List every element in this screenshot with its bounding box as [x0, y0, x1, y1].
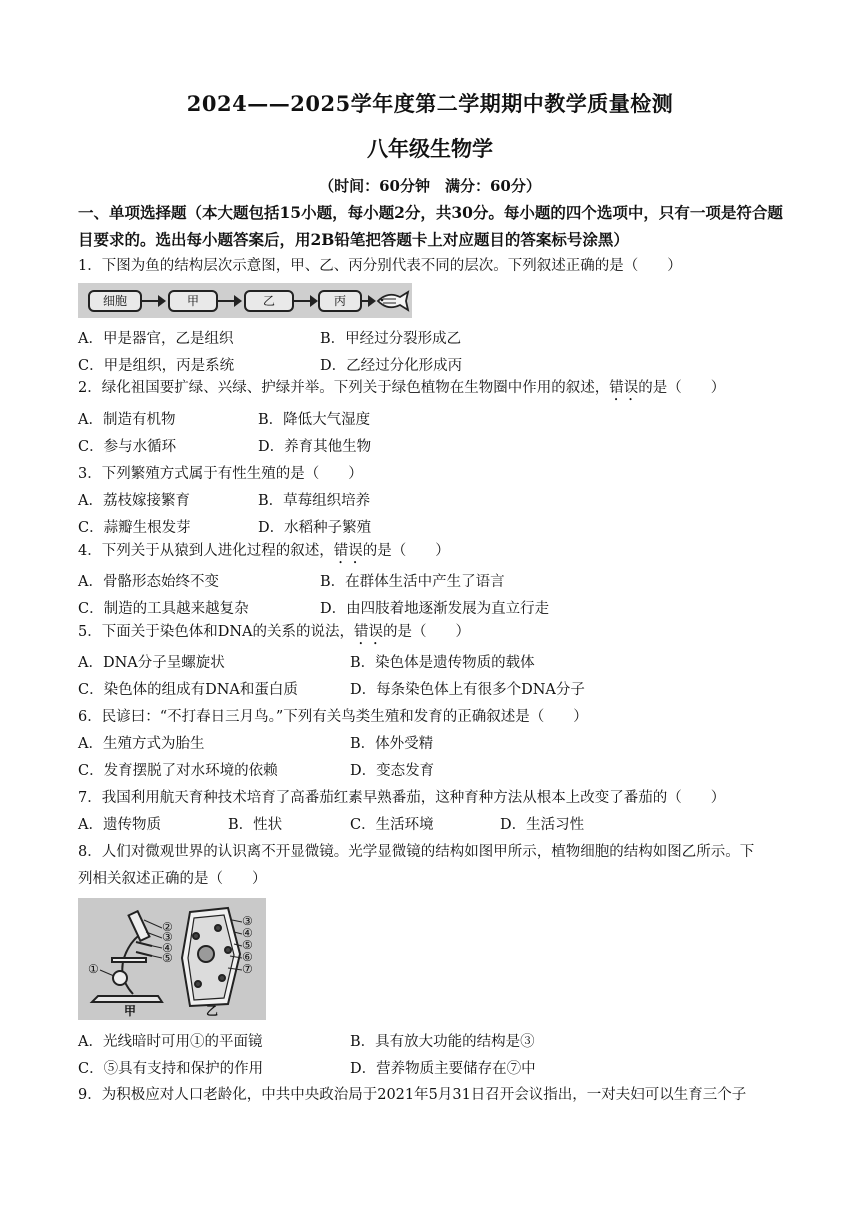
q5-option-c[interactable]: C．染色体的组成有DNA和蛋白质	[78, 682, 298, 698]
exam-subject: 八年级生物学	[367, 136, 493, 161]
q7-option-a[interactable]: A．遗传物质	[78, 817, 161, 833]
q4-stem-pre: 4．下列关于从猿到人进化过程的叙述，	[78, 543, 334, 559]
q5-stem	[78, 622, 470, 648]
q2-stem-pre: 2．绿化祖国要扩绿、兴绿、护绿并举。下列关于绿色植物在生物圈中作用的叙述，	[78, 380, 610, 396]
q8-cell-label-3: ③	[242, 914, 253, 928]
q3-stem: 3．下列繁殖方式属于有性生殖的是（ ）	[78, 466, 363, 482]
q5-stem-post: 的是（ ）	[383, 624, 471, 640]
q2-option-c[interactable]: C．参与水循环	[78, 439, 177, 455]
microscope-icon	[92, 911, 162, 1002]
q8-figure	[78, 898, 266, 1020]
q2-option-a[interactable]: A．制造有机物	[78, 412, 176, 428]
q1-arrow-1	[142, 300, 164, 302]
q7-option-c[interactable]: C．生活环境	[350, 817, 434, 833]
q8-label-yi: 乙	[206, 1004, 219, 1018]
q7-option-d[interactable]: D．生活习性	[500, 817, 585, 833]
q4-option-d[interactable]: D．由四肢着地逐渐发展为直立行走	[320, 601, 550, 617]
q3-option-c[interactable]: C．蒜瓣生根发芽	[78, 520, 191, 536]
q8-option-a[interactable]: A．光线暗时可用①的平面镜	[78, 1034, 263, 1050]
q8-cell-label-5: ⑤	[242, 938, 253, 952]
q6-option-c[interactable]: C．发育摆脱了对水环境的依赖	[78, 763, 278, 779]
section1-heading: 一、单项选择题（本大题包括15小题，每小题2分，共30分。每小题的四个选项中，只有一项是符合题目要求的。选出每小题答案后，用2B铅笔把答题卡上对应题目的答案标号涂黑）	[78, 203, 783, 249]
plant-cell-icon	[182, 908, 240, 1006]
q6-option-a[interactable]: A．生殖方式为胎生	[78, 736, 205, 752]
q3-option-b[interactable]: B．草莓组织培养	[258, 493, 371, 509]
q4-option-c[interactable]: C．制造的工具越来越复杂	[78, 601, 249, 617]
q1-box-jia: 甲	[168, 290, 218, 312]
q7-stem: 7．我国利用航天育种技术培育了高番茄红素早熟番茄，这种育种方法从根本上改变了番茄的（ ）	[78, 790, 726, 806]
q6-stem: 6．民谚曰：“不打春日三月鸟。”下列有关鸟类生殖和发育的正确叙述是（ ）	[78, 709, 588, 725]
q8-label-5a: ⑤	[162, 951, 173, 965]
q8-stem-line1: 8．人们对微观世界的认识离不开显微镜。光学显微镜的结构如图甲所示，植物细胞的结构如图乙所示。下	[78, 844, 755, 860]
q8-label-jia: 甲	[124, 1004, 137, 1018]
q8-cell-label-4: ④	[242, 926, 253, 940]
q2-stem-emphasis: 错误	[609, 380, 639, 396]
q1-box-bing: 丙	[318, 290, 362, 312]
q4-stem	[78, 541, 450, 567]
q5-stem-emphasis: 错误	[354, 624, 384, 640]
q1-option-a[interactable]: A．甲是器官，乙是组织	[78, 331, 234, 347]
q5-option-a[interactable]: A．DNA分子呈螺旋状	[78, 655, 225, 671]
exam-time-info: （时间：60分钟 满分：60分）	[319, 177, 541, 195]
q5-option-b[interactable]: B．染色体是遗传物质的载体	[350, 655, 535, 671]
q8-cell-label-6: ⑥	[242, 950, 253, 964]
q6-option-d[interactable]: D．变态发育	[350, 763, 435, 779]
q1-option-c[interactable]: C．甲是组织，丙是系统	[78, 358, 235, 374]
q8-label-1: ①	[88, 962, 99, 976]
q1-arrow-2	[218, 300, 240, 302]
exam-title: 2024——2025学年度第二学期期中教学质量检测	[186, 91, 674, 116]
q4-option-a[interactable]: A．骨骼形态始终不变	[78, 574, 219, 590]
q8-option-d[interactable]: D．营养物质主要储存在⑦中	[350, 1061, 536, 1077]
q1-box-yi: 乙	[244, 290, 294, 312]
q3-option-a[interactable]: A．荔枝嫁接繁育	[78, 493, 190, 509]
q8-label-2: ②	[162, 920, 173, 934]
q4-stem-post: 的是（ ）	[362, 543, 450, 559]
fish-icon	[376, 289, 410, 313]
q1-arrow-3	[294, 300, 316, 302]
q1-option-b[interactable]: B．甲经过分裂形成乙	[320, 331, 462, 347]
q8-label-4: ④	[162, 941, 173, 955]
q2-stem-post: 的是（ ）	[638, 380, 726, 396]
q1-stem: 1．下图为鱼的结构层次示意图，甲、乙、丙分别代表不同的层次。下列叙述正确的是（ ）	[78, 258, 682, 274]
q6-option-b[interactable]: B．体外受精	[350, 736, 434, 752]
q1-arrow-4	[362, 300, 374, 302]
q8-option-c[interactable]: C．⑤具有支持和保护的作用	[78, 1061, 264, 1077]
q5-option-d[interactable]: D．每条染色体上有很多个DNA分子	[350, 682, 585, 698]
q8-option-b[interactable]: B．具有放大功能的结构是③	[350, 1034, 535, 1050]
q2-option-b[interactable]: B．降低大气湿度	[258, 412, 371, 428]
q4-stem-emphasis: 错误	[333, 543, 363, 559]
q1-box-cell: 细胞	[88, 290, 142, 312]
q5-stem-pre: 5．下面关于染色体和DNA的关系的说法，	[78, 624, 355, 640]
q7-option-b[interactable]: B．性状	[228, 817, 283, 833]
q8-stem-line2: 列相关叙述正确的是（ ）	[78, 871, 267, 887]
q2-option-d[interactable]: D．养育其他生物	[258, 439, 372, 455]
q9-stem-line1: 9．为积极应对人口老龄化，中共中央政治局于2021年5月31日召开会议指出，一对夫妇可以生育三个子	[78, 1087, 747, 1103]
q8-cell-label-7: ⑦	[242, 962, 253, 976]
q1-option-d[interactable]: D．乙经过分化形成丙	[320, 358, 463, 374]
q3-option-d[interactable]: D．水稻种子繁殖	[258, 520, 372, 536]
q1-figure	[78, 283, 412, 318]
q2-stem	[78, 378, 725, 404]
q8-label-3: ③	[162, 930, 173, 944]
q4-option-b[interactable]: B．在群体生活中产生了语言	[320, 574, 505, 590]
